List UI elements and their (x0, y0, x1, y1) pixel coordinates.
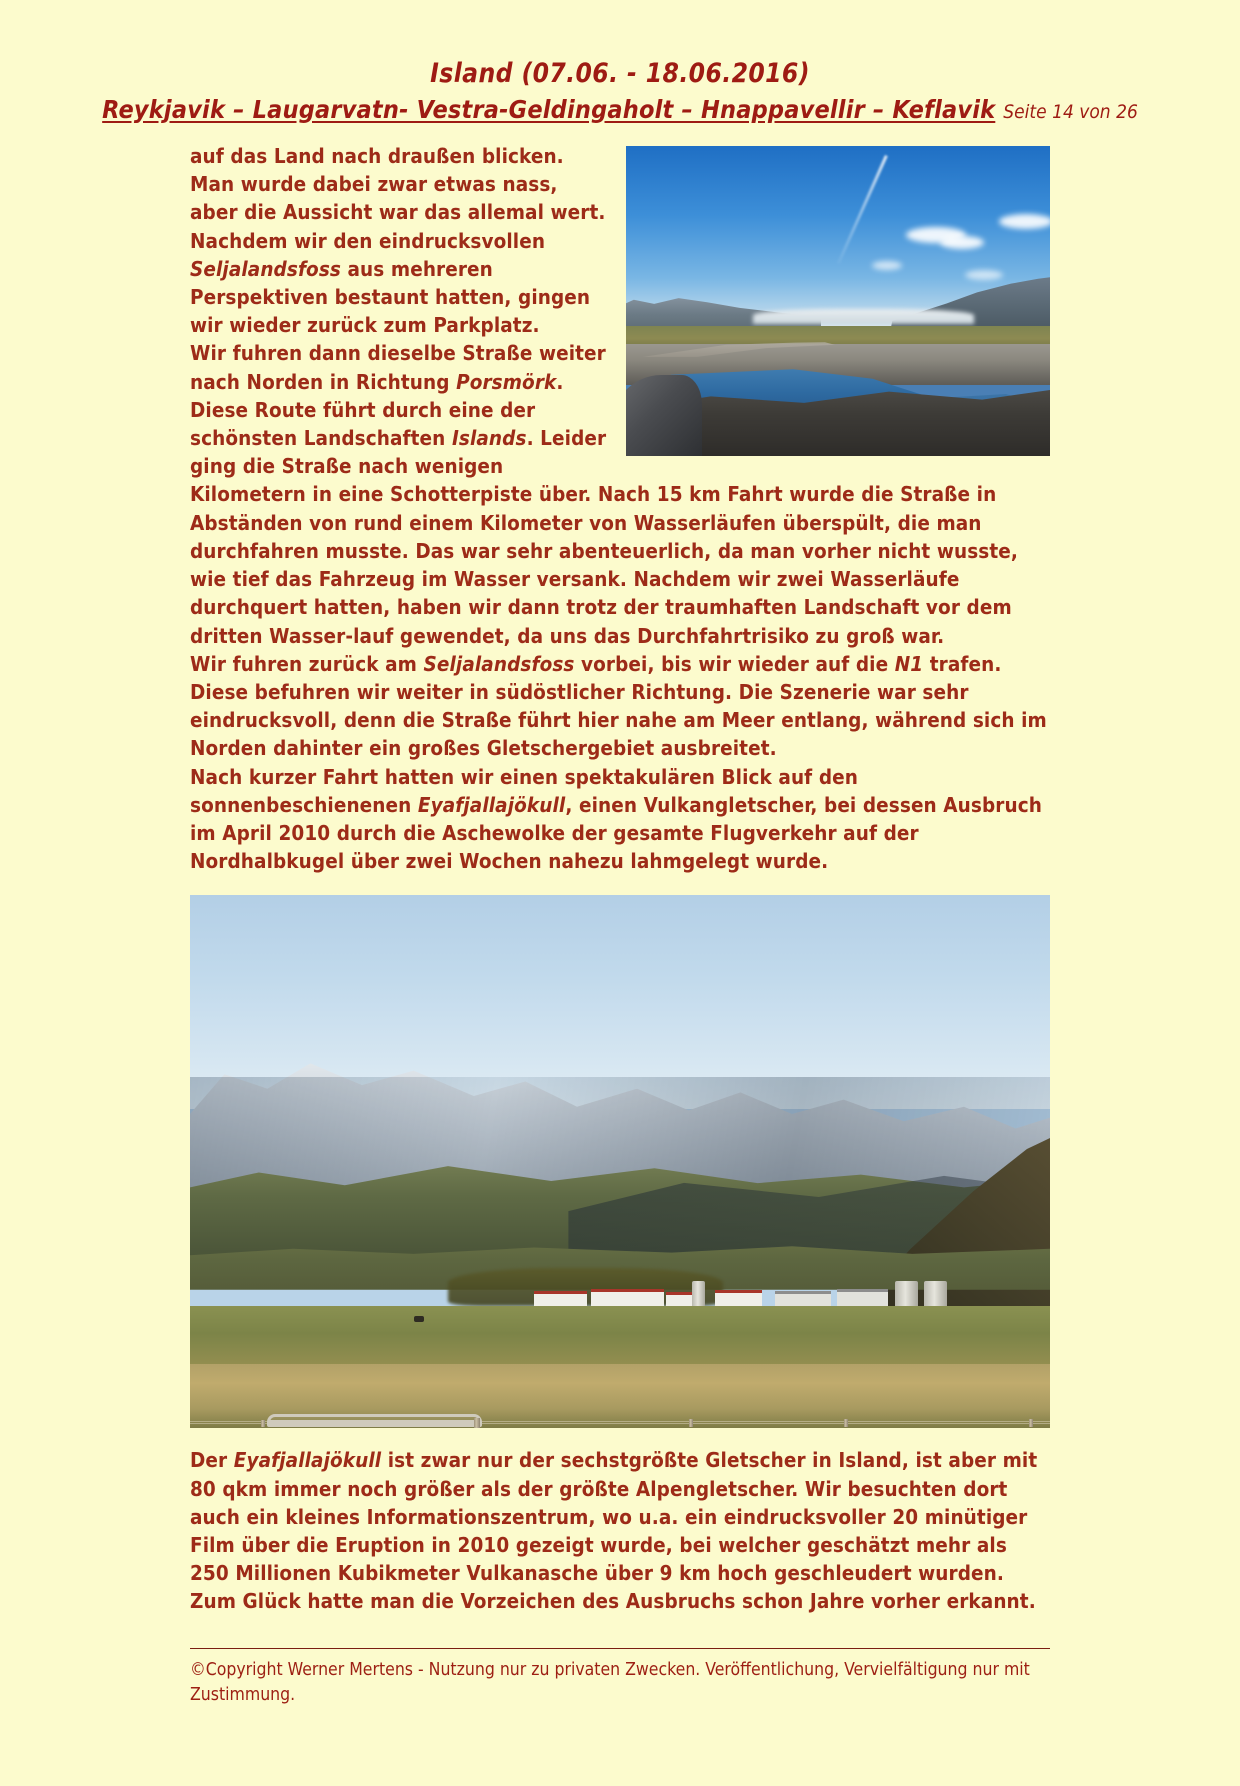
photo2-silo (692, 1281, 705, 1308)
page-header (0, 0, 1240, 124)
page-number-label: Seite 14 von 26 (1003, 101, 1138, 124)
photo1-cloud (940, 236, 984, 249)
paragraph-4 (190, 763, 1050, 876)
place-name-eyafjallajoekull-2: Eyafjallajökull (233, 1448, 382, 1473)
paragraph-2-text-c: . Leider ging die Straße nach wenigen Kilometern in eine Schotterpiste über. Nach 15 km Fahrt wurde die Straße in Abständen von rund einem Kilometer von Wasserläufen überspült, die man durchfahren musste. Das war sehr abenteuerlich, da man vorher nicht wusste, wie tief das Fahrzeug im Wasser versank. Nachdem wir zwei Wasserläufe durchquert hatten, haben wir dann trotz der traumhaften Landschaft vor dem dritten Wasser-lauf gewendet, da uns das Durchfahrtrisiko zu groß war. (190, 426, 1019, 648)
place-name-porsmork: Porsmörk (456, 369, 557, 394)
photo2-fence-post (844, 1419, 848, 1427)
paragraph-3-text-a: Wir fuhren zurück am (190, 651, 424, 676)
paragraph-5-text-a: Der (190, 1448, 234, 1473)
photo2-fence-post (474, 1418, 480, 1428)
paragraph-1-text-b: aus mehreren Perspektiven bestaunt hatten, gingen wir wieder zurück zum Parkplatz. (190, 256, 591, 338)
paragraph-2-text-a: Wir fuhren dann dieselbe Straße weiter nach Norden in Richtung (190, 341, 606, 394)
paragraph-4-text-b: , einen Vulkangletscher, bei dessen Ausbruch im April 2010 durch die Aschewolke der gesamte Flugverkehr auf der Nordhalbkugel über zwei Wochen nahezu lahmgelegt wurde. (190, 792, 1042, 874)
photo-river-crossing (626, 146, 1050, 456)
page-content (190, 124, 1050, 1786)
photo2-fence-post (261, 1420, 265, 1427)
paragraph-5-text-b: ist zwar nur der sechstgrößte Gletscher in Island, ist aber mit 80 qkm immer noch größer als der größte Alpengletscher. Wir besuchten dort auch ein kleines Informationszentrum, wo u.a. ein eindrucksvoller 20 minütiger Film über die Eruption in 2010 gezeigt wurde, bei welcher geschätzt mehr als 250 Millionen Kubikmeter Vulkanasche über 9 km hoch geschleudert wurden. Zum Glück hatte man die Vorzeichen des Ausbruchs schon Jahre vorher erkannt. (190, 1448, 1038, 1614)
place-name-eyafjallajoekull: Eyafjallajökull (417, 792, 566, 817)
photo2-grazing-animal (414, 1316, 424, 1322)
paragraph-4-text-a: Nach kurzer Fahrt hatten wir einen spektakulären Blick auf den sonnenbeschienenen (190, 764, 858, 817)
photo2-silo (924, 1281, 946, 1308)
header-title: Island (07.06. - 18.06.2016) (430, 58, 810, 89)
photo-eyafjallajoekull (190, 895, 1050, 1428)
place-name-seljalandsfoss-2: Seljalandsfoss (423, 651, 575, 676)
page-footer (0, 1648, 1240, 1754)
photo1-cloud (999, 214, 1050, 229)
photo2-foreground-grass (190, 1364, 1050, 1428)
header-route-line (0, 95, 1240, 124)
photo1-car-marking (626, 443, 629, 456)
paragraph-3 (190, 650, 1050, 763)
place-name-islands: Islands (451, 426, 527, 451)
photo1-glacier (753, 309, 973, 325)
place-name-seljalandsfoss: Seljalandsfoss (190, 256, 341, 281)
road-name-n1: N1 (894, 651, 924, 676)
paragraph-2-text-b: . Diese Route führt durch eine der schönsten Landschaften (190, 369, 564, 451)
footer-copyright: ©Copyright Werner Mertens - Nutzung nur zu privaten Zwecken. Veröffentlichung, Vervielfältigung nur mit Zustimmung. (190, 1660, 1030, 1705)
photo2-fence-post (1029, 1419, 1033, 1427)
paragraph-3-text-b: vorbei, bis wir wieder auf die (574, 651, 895, 676)
photo2-silo (895, 1281, 917, 1308)
paragraph-3-text-c: trafen. Diese befuhren wir weiter in südöstlicher Richtung. Die Szenerie war sehr eindrucksvoll, denn die Straße führt hier nahe am Meer entlang, während sich im Norden dahinter ein großes Gletschergebiet ausbreitet. (190, 651, 1047, 761)
photo2-fence-post (689, 1419, 693, 1427)
photo1-cloud (872, 261, 902, 270)
paragraph-1-text-a: auf das Land nach draußen blicken. Man wurde dabei zwar etwas nass, aber die Aussicht war das allemal wert. Nachdem wir den eindrucksvollen (190, 144, 606, 253)
photo1-car-hood (626, 375, 702, 456)
paragraph-5 (190, 1446, 1050, 1615)
header-route: Reykjavik – Laugarvatn- Vestra-Geldingaholt – Hnappavellir – Keflavik (102, 95, 996, 125)
footer-divider (190, 1648, 1050, 1649)
photo2-metal-gate (267, 1414, 481, 1427)
